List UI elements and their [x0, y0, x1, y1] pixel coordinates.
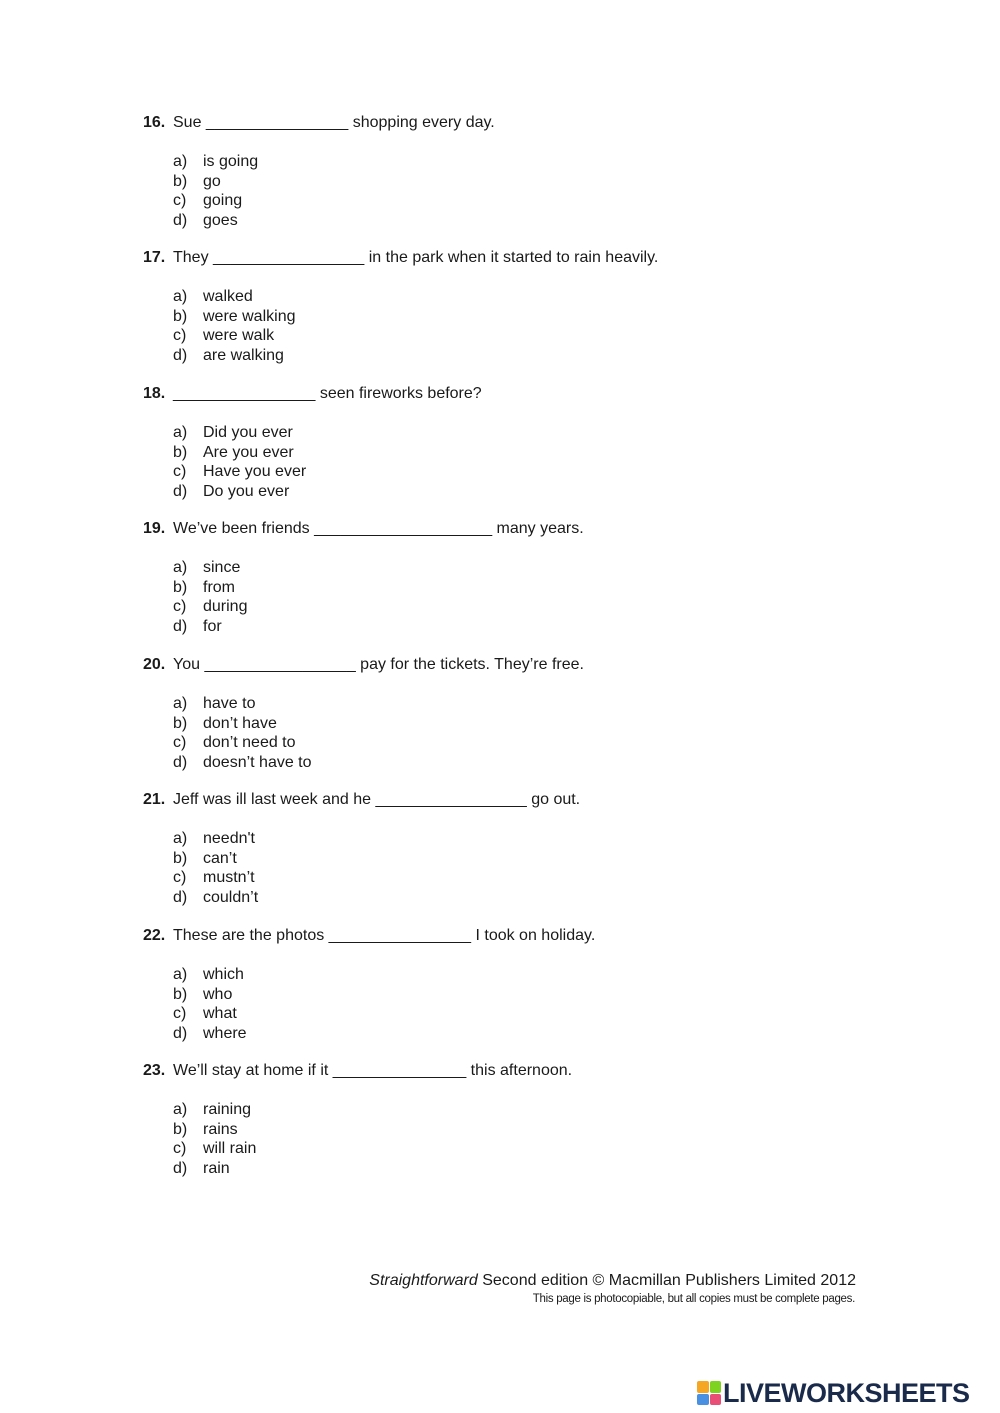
answer-option[interactable] — [173, 617, 247, 637]
question-text: These are the photos ________________ I took on holiday. — [173, 927, 596, 944]
answer-option[interactable] — [173, 1159, 256, 1179]
answer-option[interactable] — [173, 753, 312, 773]
footer-copyright — [369, 1272, 856, 1290]
logo-square-3 — [697, 1394, 709, 1406]
option-letter: a) — [173, 424, 188, 441]
question-4 — [143, 519, 584, 539]
question-text: They _________________ in the park when it started to rain heavily. — [173, 249, 659, 266]
logo-square-4 — [710, 1394, 722, 1406]
option-letter: b) — [173, 578, 188, 596]
option-text: don’t need to — [203, 734, 296, 751]
option-letter: c) — [173, 734, 187, 751]
option-text: were walking — [203, 307, 296, 325]
option-text: are walking — [203, 346, 284, 364]
answer-option[interactable] — [173, 733, 312, 753]
option-text: mustn’t — [203, 869, 255, 886]
option-letter: a) — [173, 695, 188, 712]
option-text: who — [203, 985, 233, 1003]
copyright-text: Second edition © Macmillan Publishers Limited 2012 — [477, 1272, 856, 1289]
option-text: will rain — [203, 1140, 257, 1157]
option-text: were walk — [203, 327, 275, 344]
answer-option[interactable] — [173, 307, 295, 327]
option-text: for — [203, 617, 222, 635]
option-letter: b) — [173, 443, 188, 461]
option-letter: c) — [173, 1005, 187, 1022]
option-text: during — [203, 598, 248, 615]
answer-option[interactable] — [173, 172, 258, 192]
question-text: We’ll stay at home if it _______________ this afternoon. — [173, 1062, 573, 1079]
option-list — [173, 287, 295, 365]
question-5 — [143, 655, 584, 675]
question-number: 21. — [143, 791, 166, 808]
option-letter: c) — [173, 1140, 187, 1157]
option-text: which — [203, 966, 244, 983]
answer-option[interactable] — [173, 346, 295, 366]
option-text: from — [203, 578, 235, 596]
option-letter: d) — [173, 482, 188, 500]
answer-option[interactable] — [173, 985, 247, 1005]
option-text: since — [203, 559, 241, 576]
option-letter: a) — [173, 966, 188, 983]
option-letter: d) — [173, 211, 188, 229]
question-text: ________________ seen fireworks before? — [173, 385, 482, 402]
liveworksheets-watermark — [697, 1378, 970, 1408]
option-letter: a) — [173, 288, 188, 305]
question-text: Jeff was ill last week and he _________________ go out. — [173, 791, 581, 808]
option-text: Are you ever — [203, 443, 294, 461]
answer-option[interactable] — [173, 423, 306, 443]
answer-option[interactable] — [173, 829, 258, 849]
answer-option[interactable] — [173, 714, 312, 734]
option-letter: d) — [173, 617, 188, 635]
answer-option[interactable] — [173, 558, 247, 578]
option-text: can’t — [203, 849, 237, 867]
option-text: Have you ever — [203, 463, 307, 480]
answer-option[interactable] — [173, 443, 306, 463]
option-text: Did you ever — [203, 424, 293, 441]
footer-note: This page is photocopiable, but all copies must be complete pages. — [532, 1293, 855, 1305]
option-text: goes — [203, 211, 238, 229]
question-number: 20. — [143, 656, 166, 673]
option-text: don’t have — [203, 714, 277, 732]
option-text: rain — [203, 1159, 230, 1177]
option-list — [173, 965, 247, 1043]
option-text: Do you ever — [203, 482, 290, 500]
option-letter: b) — [173, 849, 188, 867]
option-letter: c) — [173, 598, 187, 615]
logo-square-2 — [710, 1381, 722, 1393]
answer-option[interactable] — [173, 694, 312, 714]
question-number: 23. — [143, 1062, 166, 1079]
option-text: going — [203, 192, 243, 209]
option-letter: b) — [173, 1120, 188, 1138]
question-number: 16. — [143, 114, 166, 131]
option-letter: a) — [173, 830, 188, 847]
question-7 — [143, 926, 595, 946]
liveworksheets-logo-icon — [697, 1381, 721, 1405]
answer-option[interactable] — [173, 1120, 256, 1140]
logo-square-1 — [697, 1381, 709, 1393]
book-title: Straightforward — [369, 1272, 478, 1289]
option-letter: d) — [173, 1159, 188, 1177]
question-2 — [143, 248, 658, 268]
answer-option[interactable] — [173, 1100, 256, 1120]
answer-option[interactable] — [173, 191, 258, 211]
question-text: You _________________ pay for the tickets. They’re free. — [173, 656, 584, 673]
option-list — [173, 1100, 256, 1178]
option-list — [173, 694, 312, 772]
option-text: go — [203, 172, 221, 190]
option-letter: c) — [173, 327, 187, 344]
answer-option[interactable] — [173, 211, 258, 231]
option-text: needn't — [203, 830, 255, 847]
option-letter: b) — [173, 714, 188, 732]
option-text: raining — [203, 1101, 252, 1118]
option-letter: b) — [173, 307, 188, 325]
option-list — [173, 152, 258, 230]
question-6 — [143, 790, 580, 810]
option-text: have to — [203, 695, 256, 712]
option-letter: c) — [173, 869, 187, 886]
option-letter: a) — [173, 1101, 188, 1118]
question-number: 18. — [143, 385, 166, 402]
option-letter: d) — [173, 346, 188, 364]
answer-option[interactable] — [173, 578, 247, 598]
option-text: what — [203, 1005, 237, 1022]
question-1 — [143, 113, 495, 133]
option-letter: d) — [173, 753, 188, 771]
option-letter: a) — [173, 559, 188, 576]
option-list — [173, 829, 258, 907]
answer-option[interactable] — [173, 965, 247, 985]
answer-option[interactable] — [173, 868, 258, 888]
answer-option[interactable] — [173, 1024, 247, 1044]
answer-option[interactable] — [173, 849, 258, 869]
option-text: where — [203, 1024, 247, 1042]
option-text: rains — [203, 1120, 238, 1138]
option-list — [173, 558, 247, 636]
answer-option[interactable] — [173, 888, 258, 908]
option-text: walked — [203, 288, 253, 305]
question-number: 17. — [143, 249, 166, 266]
question-number: 22. — [143, 927, 166, 944]
option-letter: b) — [173, 985, 188, 1003]
answer-option[interactable] — [173, 482, 306, 502]
answer-option[interactable] — [173, 1004, 247, 1024]
option-list — [173, 423, 306, 501]
question-text: Sue ________________ shopping every day. — [173, 114, 495, 131]
question-8 — [143, 1061, 572, 1081]
question-3 — [143, 384, 482, 404]
answer-option[interactable] — [173, 597, 247, 617]
option-letter: b) — [173, 172, 188, 190]
answer-option[interactable] — [173, 287, 295, 307]
option-letter: c) — [173, 463, 187, 480]
option-letter: d) — [173, 888, 188, 906]
answer-option[interactable] — [173, 326, 295, 346]
option-text: doesn’t have to — [203, 753, 312, 771]
option-letter: c) — [173, 192, 187, 209]
question-text: We’ve been friends ____________________ many years. — [173, 520, 584, 537]
answer-option[interactable] — [173, 1139, 256, 1159]
answer-option[interactable] — [173, 152, 258, 172]
question-number: 19. — [143, 520, 166, 537]
option-letter: a) — [173, 153, 188, 170]
option-letter: d) — [173, 1024, 188, 1042]
option-text: couldn’t — [203, 888, 259, 906]
option-text: is going — [203, 153, 259, 170]
answer-option[interactable] — [173, 462, 306, 482]
logo-text: LIVEWORKSHEETS — [723, 1377, 970, 1408]
